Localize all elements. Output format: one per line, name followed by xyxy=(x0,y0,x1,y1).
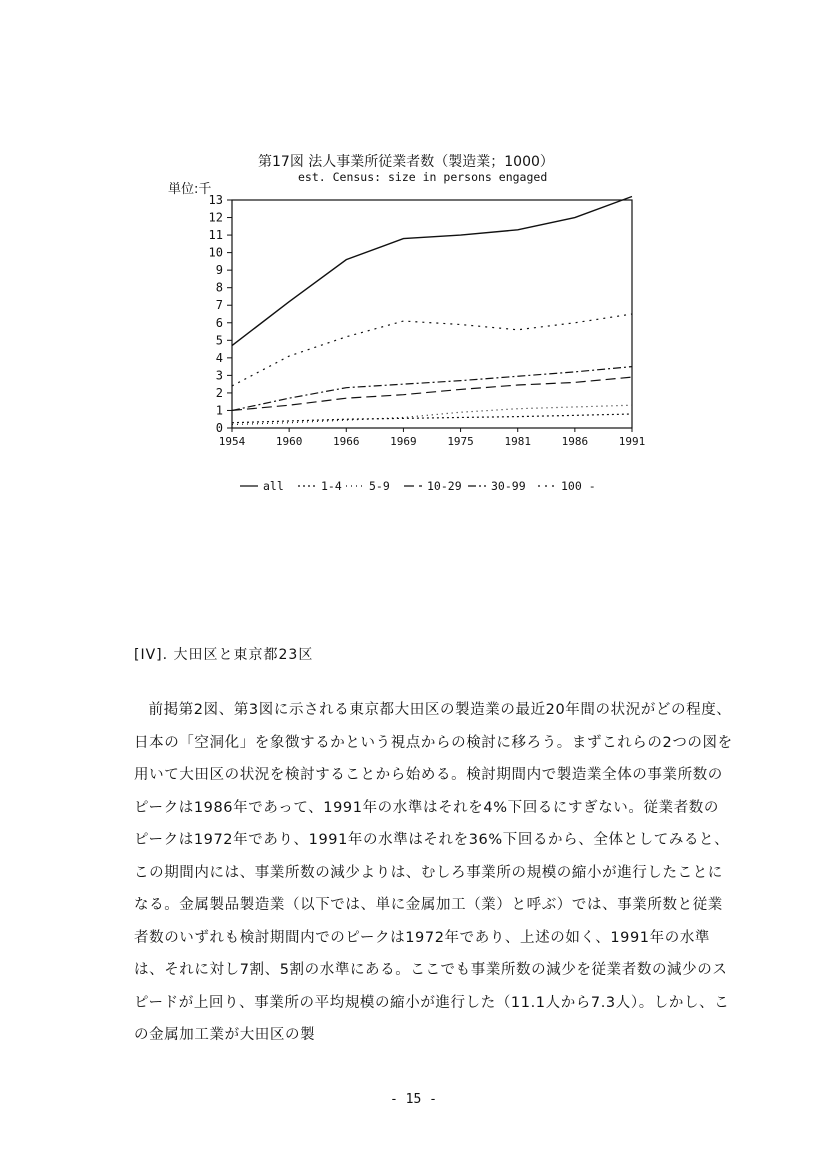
page-number: - 15 - xyxy=(390,1092,437,1107)
legend-label: 5-9 xyxy=(369,479,390,493)
section-heading: [IV]. 大田区と東京都23区 xyxy=(134,647,314,663)
y-tick-label: 3 xyxy=(215,368,223,383)
line-chart xyxy=(0,0,827,520)
y-axis-unit-label: 単位:千 xyxy=(168,182,212,197)
x-tick-label: 1966 xyxy=(333,435,360,448)
x-tick-label: 1991 xyxy=(618,435,646,448)
y-tick-label: 8 xyxy=(215,280,223,295)
y-tick-label: 4 xyxy=(215,350,223,365)
x-tick-label: 1975 xyxy=(447,435,474,448)
body-paragraph-block xyxy=(134,694,734,1052)
legend-label: 10-29 xyxy=(427,479,462,493)
x-tick-label: 1981 xyxy=(504,435,531,448)
x-tick-label: 1969 xyxy=(390,435,417,448)
plot-border xyxy=(232,200,632,428)
plot-frame xyxy=(232,200,632,428)
series-lines xyxy=(232,196,632,424)
y-tick-label: 1 xyxy=(215,403,223,418)
chart-title: 第17図 法人事業所従業者数（製造業；1000） xyxy=(258,154,554,170)
chart-subtitle: est. Census: size in persons engaged xyxy=(298,170,548,184)
legend xyxy=(240,479,596,493)
y-tick-label: 2 xyxy=(215,385,223,400)
y-tick-label: 13 xyxy=(208,193,223,207)
body-paragraph: 前掲第2図、第3図に示される東京都大田区の製造業の最近20年間の状況がどの程度、日本の「空洞化」を象徴するかという視点からの検討に移ろう。まずこれらの2つの図を用いて大田区の状況を検討することから始める。検討期間内で製造業全体の事業所数のピークは1986年であって、1991年の水準はそれを4%下回るにすぎない。従業者数のピークは1972年であり、1991年の水準はそれを36%下回るから、全体としてみると、この期間内には、事業所数の減少よりは、むしろ事業所の規模の縮小が進行したことになる。金属製品製造業（以下では、単に金属加工（業）と呼ぶ）では、事業所数と従業者数のいずれも検討期間内でのピークは1972年であり、上述の如く、1991年の水準は、それに対し7割、5割の水準にある。ここでも事業所数の減少を従業者数の減少のスピードが上回り、事業所の平均規模の縮小が進行した（11.1人から7.3人）。しかし、この金属加工業が大田区の製 xyxy=(134,702,733,1043)
y-tick-label: 11 xyxy=(208,228,223,243)
legend-label: 100 - xyxy=(561,479,596,493)
y-axis-ticks xyxy=(209,193,232,435)
y-tick-label: 9 xyxy=(215,263,223,278)
legend-label: 1-4 xyxy=(321,479,342,493)
x-tick-label: 1954 xyxy=(218,435,246,448)
y-tick-label: 6 xyxy=(215,315,223,330)
y-tick-label: 0 xyxy=(215,421,223,435)
series-line-10-29 xyxy=(232,377,632,410)
series-line-100 xyxy=(232,314,632,386)
series-line-30-99 xyxy=(232,367,632,411)
y-tick-label: 7 xyxy=(215,298,223,313)
y-tick-label: 12 xyxy=(208,210,223,225)
legend-label: all xyxy=(263,479,284,493)
y-tick-label: 10 xyxy=(208,245,223,260)
y-tick-label: 5 xyxy=(215,333,223,348)
legend-label: 30-99 xyxy=(491,479,526,493)
x-axis-ticks xyxy=(219,428,646,448)
x-tick-label: 1960 xyxy=(275,435,303,448)
series-line-all xyxy=(232,196,632,345)
x-tick-label: 1986 xyxy=(561,435,589,448)
